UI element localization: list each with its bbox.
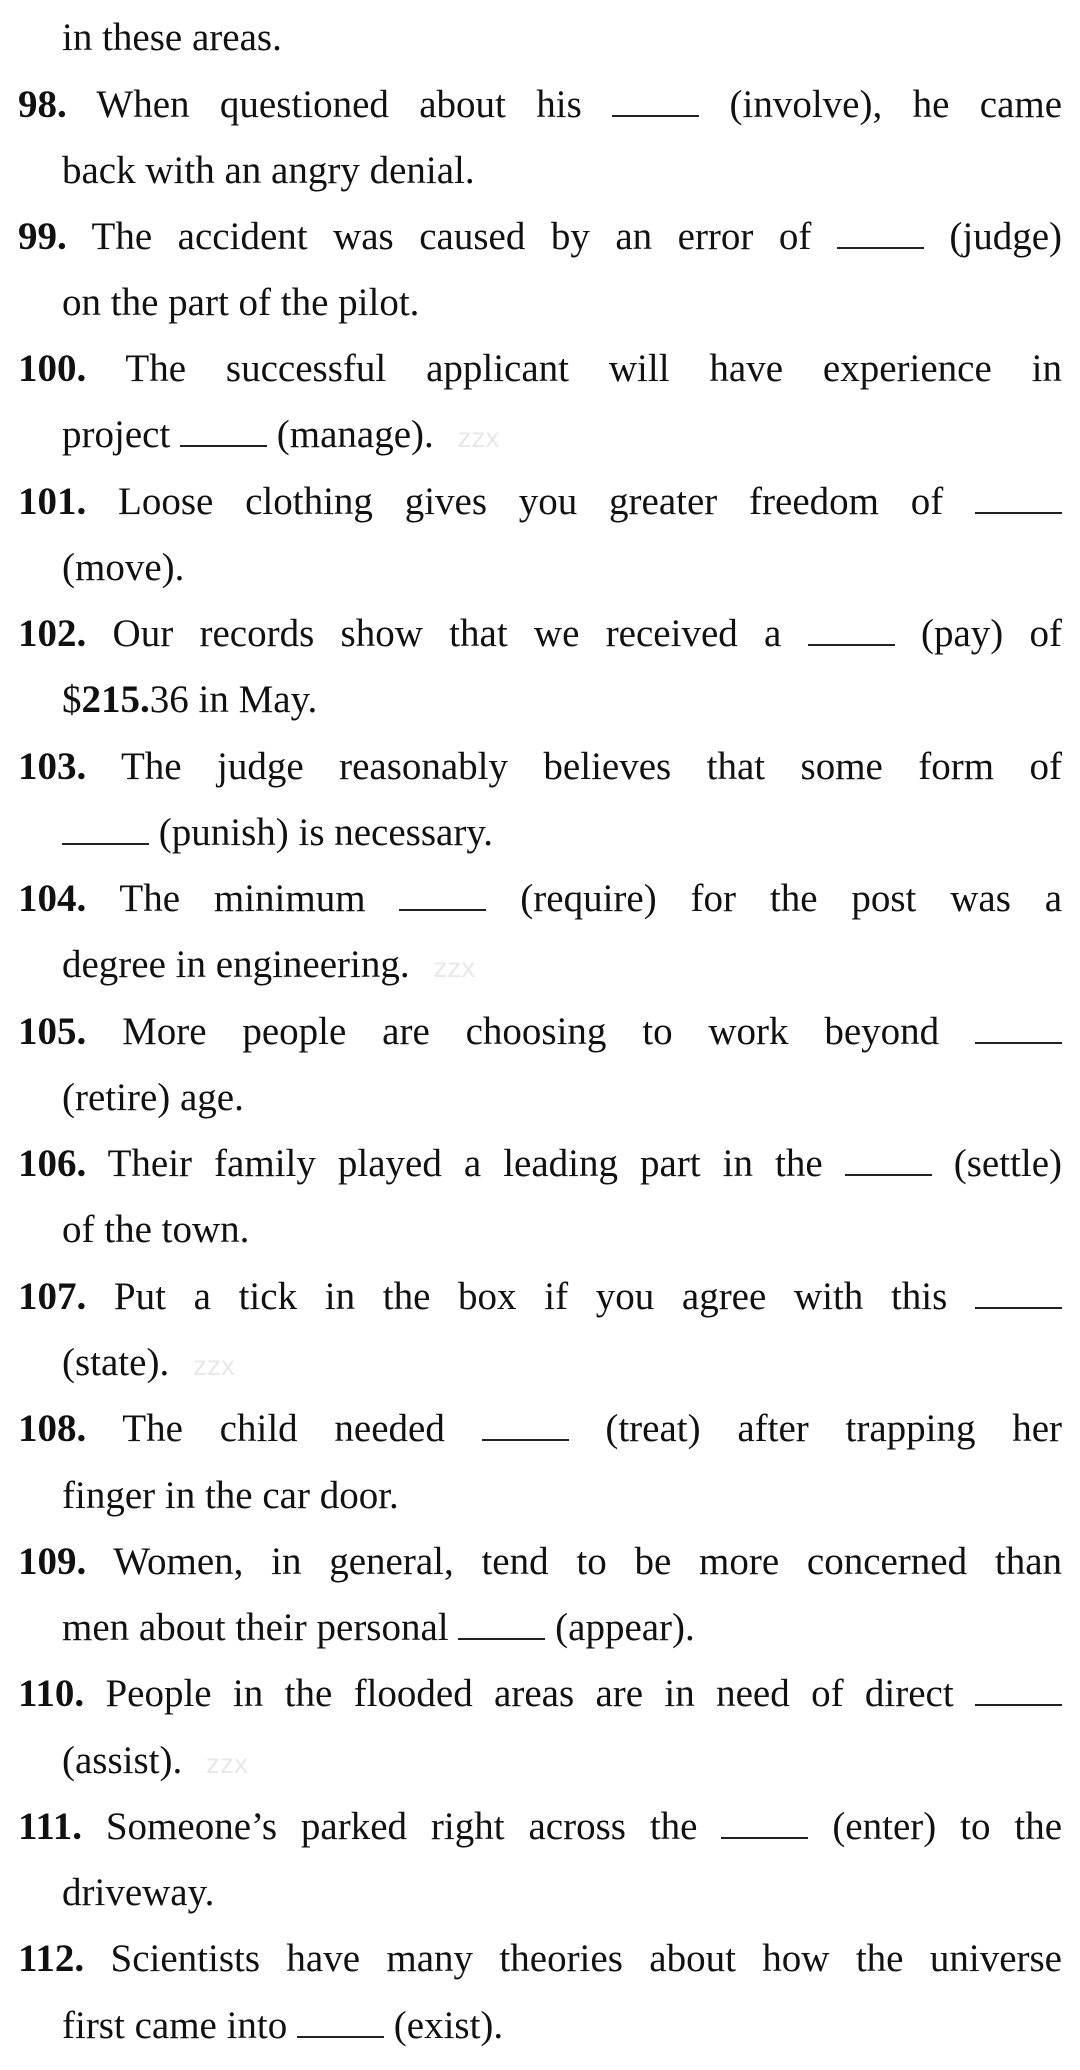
item-100-line-2: [62, 402, 1062, 468]
intro-text: in these areas.: [62, 16, 282, 59]
answer-blank[interactable]: [975, 484, 1062, 514]
watermark: zzx: [433, 952, 476, 983]
item-number: 110.: [18, 1672, 85, 1715]
item-hint: (assist).: [62, 1739, 183, 1782]
answer-blank[interactable]: [975, 1676, 1062, 1706]
item-text: The minimum: [119, 877, 366, 920]
item-hint: (punish) is necessary.: [158, 811, 494, 854]
item-text: Loose clothing gives you greater freedom of: [118, 480, 944, 523]
item-112-line-1: [18, 1926, 1062, 1992]
answer-blank[interactable]: [975, 1014, 1062, 1044]
item-hint: (involve), he came: [729, 83, 1063, 126]
item-110-line-2: [62, 1728, 1062, 1794]
answer-blank[interactable]: [399, 881, 486, 911]
item-102-line-1: [18, 601, 1062, 667]
item-hint: (move).: [62, 546, 185, 589]
item-text: finger in the car door.: [62, 1474, 399, 1517]
item-108-line-2: [62, 1463, 1062, 1529]
item-107-line-1: [18, 1264, 1062, 1330]
item-number: 106.: [18, 1142, 87, 1185]
item-number: 104.: [18, 877, 87, 920]
answer-blank[interactable]: [975, 1279, 1062, 1309]
answer-blank[interactable]: [482, 1411, 569, 1441]
item-text: Their family played a leading part in the: [107, 1142, 823, 1185]
item-hint: (appear).: [555, 1606, 695, 1649]
item-text: Put a tick in the box if you agree with this: [113, 1275, 948, 1318]
item-111-line-1: [18, 1794, 1062, 1860]
item-text: Women, in general, tend to be more concerned than: [113, 1540, 1063, 1583]
item-hint: (state).: [62, 1341, 170, 1384]
item-text: back with an angry denial.: [62, 149, 475, 192]
item-text: first came into: [62, 2004, 288, 2047]
item-102-line-2: [62, 667, 1062, 733]
item-103-line-1: [18, 734, 1062, 800]
item-number: 107.: [18, 1275, 87, 1318]
item-hint: (judge): [949, 215, 1063, 258]
item-number: 108.: [18, 1407, 87, 1450]
item-text: men about their personal: [62, 1606, 449, 1649]
item-106-line-1: [18, 1131, 1062, 1197]
item-text: The child needed: [122, 1407, 445, 1450]
item-text: The judge reasonably believes that some form of: [120, 745, 1062, 788]
item-101-line-2: [62, 535, 1062, 601]
item-hint: (treat) after trapping her: [605, 1407, 1063, 1450]
item-111-line-2: [62, 1860, 1062, 1926]
item-hint: (retire) age.: [62, 1076, 244, 1119]
item-98-line-2: [62, 138, 1062, 204]
item-text: on the part of the pilot.: [62, 281, 420, 324]
item-text: More people are choosing to work beyond: [122, 1010, 940, 1053]
watermark: zzx: [457, 422, 500, 453]
answer-blank[interactable]: [845, 1146, 932, 1176]
answer-blank[interactable]: [297, 2008, 384, 2038]
item-104-line-2: [62, 932, 1062, 998]
watermark: zzx: [192, 1350, 235, 1381]
item-text: project: [62, 413, 171, 456]
answer-blank[interactable]: [458, 1610, 545, 1640]
item-text: When questioned about his: [96, 83, 582, 126]
item-hint: (pay) of: [920, 612, 1063, 655]
amount-suffix: 36 in May.: [149, 678, 318, 721]
answer-blank[interactable]: [180, 417, 267, 447]
item-hint: (exist).: [393, 2004, 504, 2047]
item-number: 112.: [18, 1937, 85, 1980]
answer-blank[interactable]: [721, 1809, 808, 1839]
intro-line: [62, 5, 1062, 71]
item-110-line-1: [18, 1661, 1062, 1727]
item-99-line-2: [62, 270, 1062, 336]
item-105-line-2: [62, 1065, 1062, 1131]
item-text: degree in engineering.: [62, 943, 410, 986]
item-105-line-1: [18, 999, 1062, 1065]
item-109-line-2: [62, 1595, 1062, 1661]
answer-blank[interactable]: [62, 815, 149, 845]
amount-bold: 215.: [81, 678, 150, 721]
item-101-line-1: [18, 469, 1062, 535]
item-text: of the town.: [62, 1208, 250, 1251]
item-number: 111.: [18, 1805, 82, 1848]
item-hint: (enter) to the: [832, 1805, 1063, 1848]
item-100-line-1: [18, 336, 1062, 402]
item-106-line-2: [62, 1197, 1062, 1263]
item-108-line-1: [18, 1396, 1062, 1462]
item-text: The successful applicant will have experience in: [125, 347, 1062, 390]
item-number: 98.: [18, 83, 67, 126]
item-109-line-1: [18, 1529, 1062, 1595]
item-hint: (require) for the post was a: [520, 877, 1063, 920]
item-98-line-1: [18, 72, 1062, 138]
answer-blank[interactable]: [808, 616, 895, 646]
item-number: 105.: [18, 1010, 87, 1053]
item-text: People in the flooded areas are in need of direct: [105, 1672, 954, 1715]
item-text: Someone’s parked right across the: [105, 1805, 698, 1848]
answer-blank[interactable]: [612, 87, 699, 117]
item-number: 102.: [18, 612, 87, 655]
item-104-line-1: [18, 866, 1062, 932]
item-hint: (settle): [953, 1142, 1063, 1185]
item-text: driveway.: [62, 1871, 215, 1914]
item-number: 100.: [18, 347, 87, 390]
item-107-line-2: [62, 1330, 1062, 1396]
item-number: 109.: [18, 1540, 87, 1583]
item-text: Scientists have many theories about how the universe: [110, 1937, 1062, 1980]
amount-prefix: $: [62, 678, 82, 721]
item-number: 103.: [18, 745, 87, 788]
item-99-line-1: [18, 204, 1062, 270]
item-hint: (manage).: [276, 413, 434, 456]
item-text: The accident was caused by an error of: [91, 215, 812, 258]
item-103-line-2: [62, 800, 1062, 866]
watermark: zzx: [206, 1748, 248, 1779]
item-112-line-2: [62, 1993, 1062, 2059]
item-number: 99.: [18, 215, 67, 258]
item-number: 101.: [18, 480, 87, 523]
answer-blank[interactable]: [837, 219, 924, 249]
item-text: Our records show that we received a: [112, 612, 782, 655]
